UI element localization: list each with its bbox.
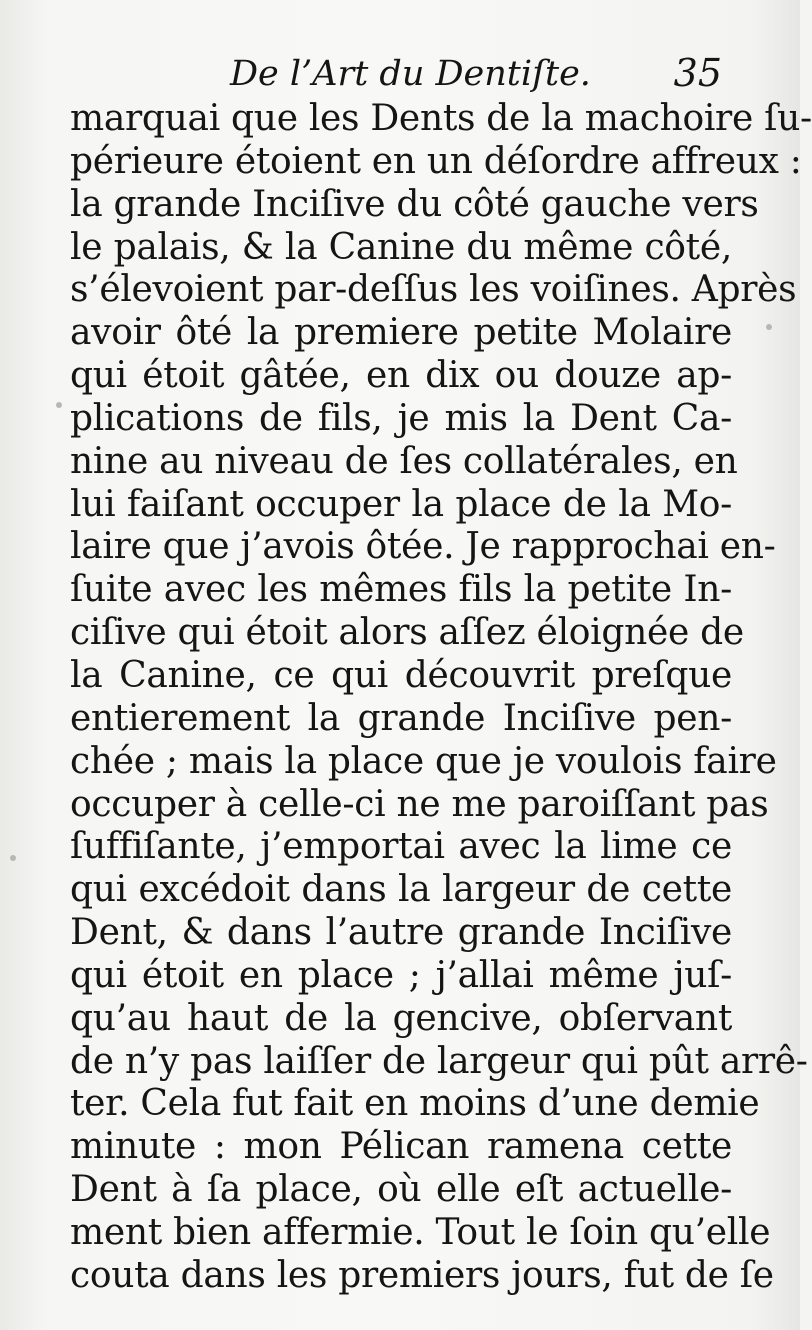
text-line: Dent, & dans l’autre grande Inciſive xyxy=(70,912,732,954)
text-line: ment bien affermie. Tout le ſoin qu’elle xyxy=(70,1211,771,1253)
text-line: marquai que les Dents de la machoire ſu- xyxy=(70,98,812,139)
text-line: ter. Cela fut fait en moins d’une demie xyxy=(70,1083,760,1125)
text-line: chée ; mais la place que je voulois faire xyxy=(70,740,777,782)
text-line: ciſive qui étoit alors aſſez éloignée de xyxy=(70,612,744,654)
text-line: le palais, & la Canine du même côté, xyxy=(70,226,732,268)
text-line: laire que j’avois ôtée. Je rapprochai en- xyxy=(70,526,776,568)
scan-speck xyxy=(766,324,772,330)
text-line: périeure étoient en un déſordre affreux : xyxy=(70,140,802,182)
text-line: avoir ôté la premiere petite Molaire xyxy=(70,312,732,354)
text-line: qui étoit en place ; j’allai même juſ- xyxy=(70,954,732,996)
body-text xyxy=(70,98,812,1298)
running-title: De l’Art du Dentiſte. xyxy=(230,54,591,94)
text-line: minute : mon Pélican ramena cette xyxy=(70,1126,732,1168)
text-line: lui faiſant occuper la place de la Mo- xyxy=(70,483,732,525)
text-line: occuper à celle-ci ne me paroiſſant pas xyxy=(70,783,769,825)
text-line: plications de fils, je mis la Dent Ca- xyxy=(70,397,732,439)
text-line: s’élevoient par-deſſus les voiſines. Après xyxy=(70,269,797,311)
page-number: 35 xyxy=(673,51,722,95)
text-line: couta dans les premiers jours, fut de ſe xyxy=(70,1254,774,1296)
scan-speck xyxy=(10,855,16,861)
text-line: la Canine, ce qui découvrit preſque xyxy=(70,654,732,696)
text-line: la grande Inciſive du côté gauche vers xyxy=(70,183,759,225)
text-line: ſuite avec les mêmes fils la petite In- xyxy=(70,569,732,611)
text-line: qu’au haut de la gencive, obſervant xyxy=(70,997,732,1039)
text-line: qui excédoit dans la largeur de cette xyxy=(70,869,732,911)
text-line: de n’y pas laiſſer de largeur qui pût arrê- xyxy=(70,1040,808,1082)
text-line: qui étoit gâtée, en dix ou douze ap- xyxy=(70,355,732,397)
text-line: entierement la grande Inciſive pen- xyxy=(70,697,732,739)
text-line: ſuffiſante, j’emportai avec la lime ce xyxy=(70,826,732,868)
text-line: nine au niveau de ſes collatérales, en xyxy=(70,440,738,482)
scan-speck xyxy=(56,402,62,408)
text-line: Dent à ſa place, où elle eſt actuelle- xyxy=(70,1169,732,1211)
